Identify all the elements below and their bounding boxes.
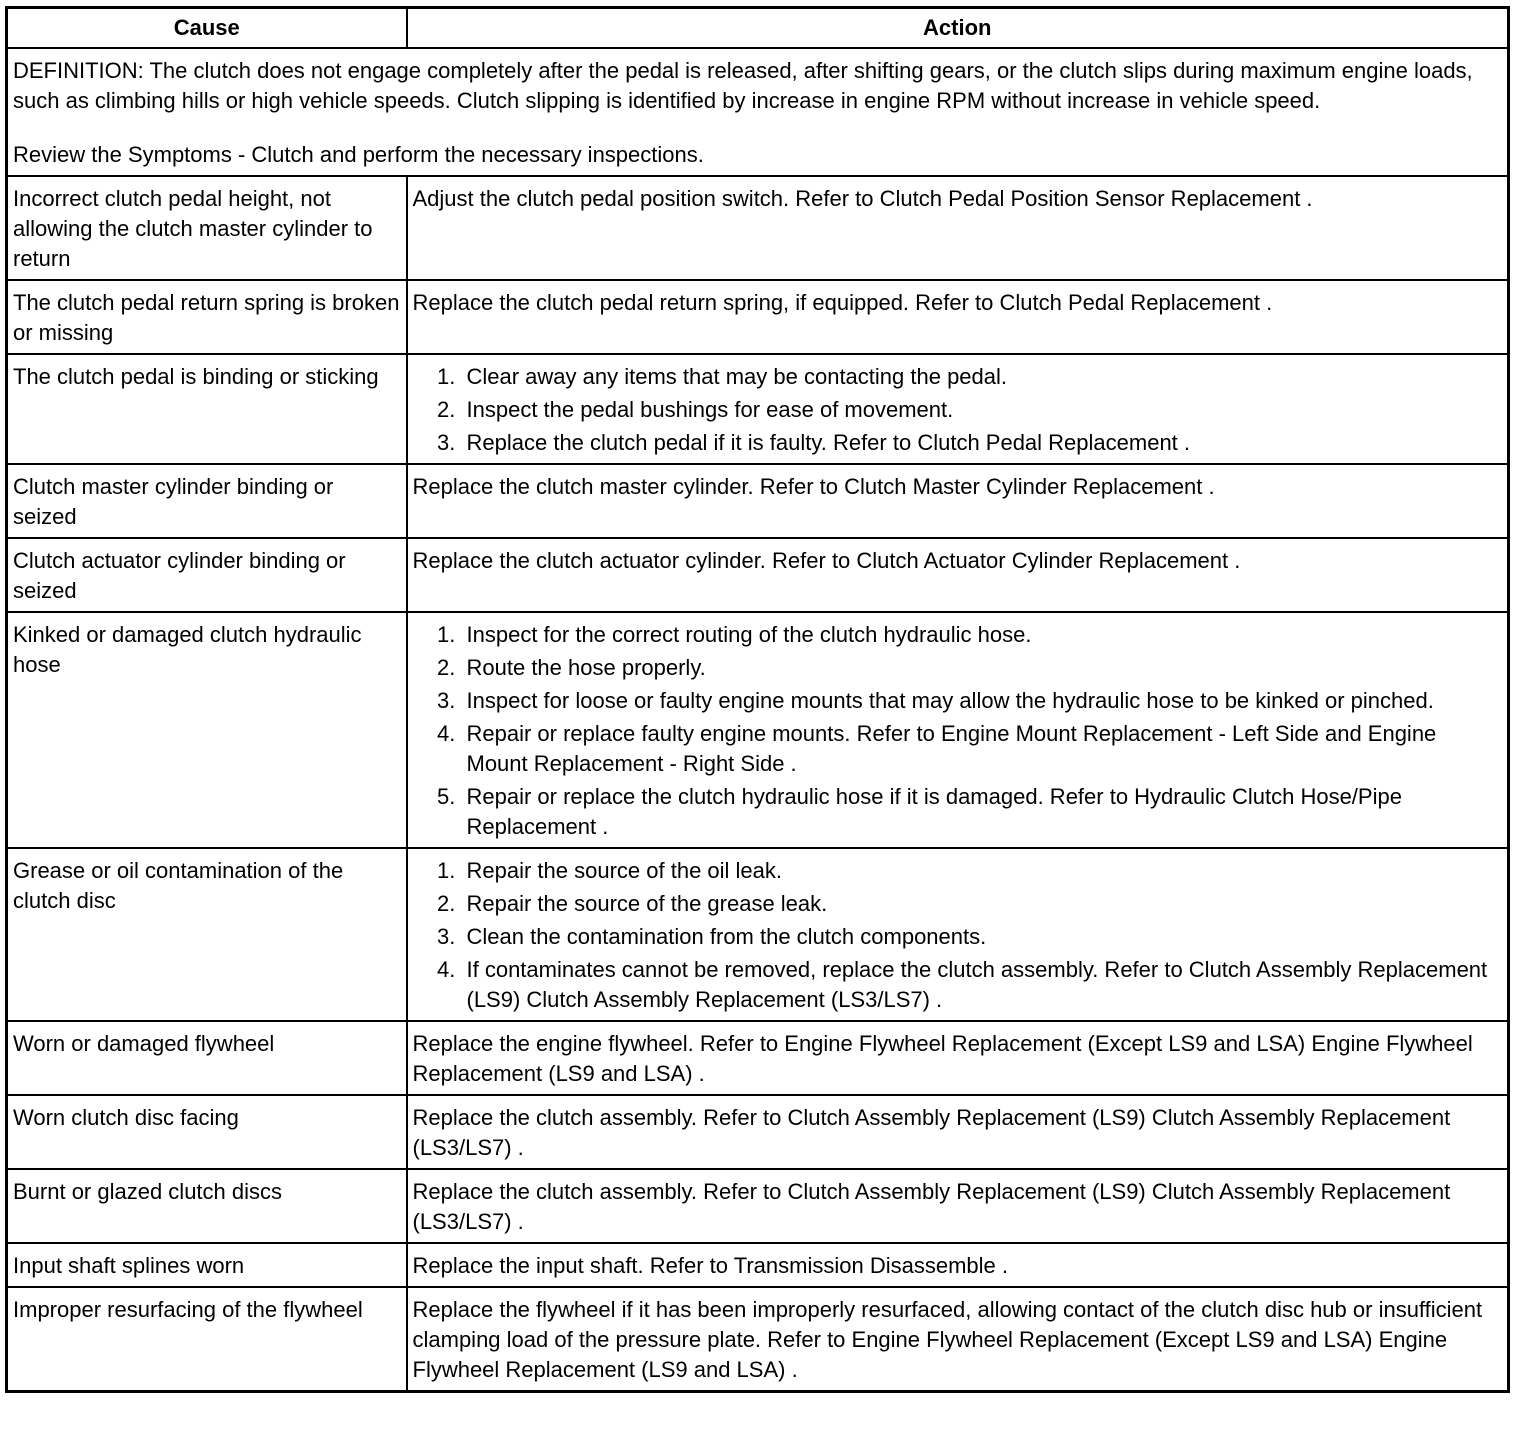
table-row [7, 612, 1509, 848]
cause-cell: Worn or damaged flywheel [7, 1021, 407, 1095]
action-step: 2. Inspect the pedal bushings for ease of movement. [462, 395, 1502, 425]
review-text: Review the Symptoms - Clutch and perform the necessary inspections. [13, 142, 704, 167]
definition-cell [7, 48, 1509, 176]
table-body [7, 48, 1509, 1392]
action-steps-list [413, 856, 1502, 1015]
action-steps-list [413, 362, 1502, 458]
table-row [7, 280, 1509, 354]
cause-cell: Grease or oil contamination of the clutch disc [7, 848, 407, 1021]
cause-cell: Clutch actuator cylinder binding or seized [7, 538, 407, 612]
cause-cell: Kinked or damaged clutch hydraulic hose [7, 612, 407, 848]
table-row [7, 1021, 1509, 1095]
table-row [7, 1095, 1509, 1169]
action-cell [407, 354, 1509, 464]
cause-cell: Burnt or glazed clutch discs [7, 1169, 407, 1243]
cause-header: Cause [7, 8, 407, 49]
table-row [7, 538, 1509, 612]
action-step: 4. Repair or replace faulty engine mounts. Refer to Engine Mount Replacement - Left Side and Engine Mount Replacement - Right Side . [462, 719, 1502, 779]
diagnostic-table [5, 6, 1510, 1393]
cause-cell: Input shaft splines worn [7, 1243, 407, 1287]
table-row [7, 1243, 1509, 1287]
definition-text: DEFINITION: The clutch does not engage completely after the pedal is released, after shifting gears, or the clutch slips during maximum engine loads, such as climbing hills or high vehicle speeds. Clutch slipping is identified by increase in engine RPM without increase in vehicle speed. [13, 58, 1473, 113]
action-cell [407, 612, 1509, 848]
action-cell: Replace the clutch assembly. Refer to Clutch Assembly Replacement (LS9) Clutch Assembly Replacement (LS3/LS7) . [407, 1095, 1509, 1169]
action-step: 1. Inspect for the correct routing of the clutch hydraulic hose. [462, 620, 1502, 650]
table-row [7, 848, 1509, 1021]
cause-cell: Worn clutch disc facing [7, 1095, 407, 1169]
action-step: 3. Clean the contamination from the clutch components. [462, 922, 1502, 952]
action-steps-list [413, 620, 1502, 842]
action-cell: Replace the clutch master cylinder. Refer to Clutch Master Cylinder Replacement . [407, 464, 1509, 538]
action-cell: Replace the clutch assembly. Refer to Clutch Assembly Replacement (LS9) Clutch Assembly Replacement (LS3/LS7) . [407, 1169, 1509, 1243]
action-step: 3. Inspect for loose or faulty engine mounts that may allow the hydraulic hose to be kinked or pinched. [462, 686, 1502, 716]
action-cell: Replace the flywheel if it has been improperly resurfaced, allowing contact of the clutch disc hub or insufficient clamping load of the pressure plate. Refer to Engine Flywheel Replacement (Except LS9 and LSA) Engine Flywheel Replacement (LS9 and LSA) . [407, 1287, 1509, 1392]
action-step: 3. Replace the clutch pedal if it is faulty. Refer to Clutch Pedal Replacement . [462, 428, 1502, 458]
header-row [7, 8, 1509, 49]
action-cell: Replace the engine flywheel. Refer to Engine Flywheel Replacement (Except LS9 and LSA) Engine Flywheel Replacement (LS9 and LSA) . [407, 1021, 1509, 1095]
table-row [7, 354, 1509, 464]
definition-row [7, 48, 1509, 176]
cause-cell: The clutch pedal is binding or sticking [7, 354, 407, 464]
action-cell: Replace the input shaft. Refer to Transmission Disassemble . [407, 1243, 1509, 1287]
cause-cell: Incorrect clutch pedal height, not allowing the clutch master cylinder to return [7, 176, 407, 280]
cause-cell: The clutch pedal return spring is broken or missing [7, 280, 407, 354]
action-cell: Adjust the clutch pedal position switch. Refer to Clutch Pedal Position Sensor Replacement . [407, 176, 1509, 280]
action-cell [407, 848, 1509, 1021]
action-header: Action [407, 8, 1509, 49]
action-step: 4. If contaminates cannot be removed, replace the clutch assembly. Refer to Clutch Assembly Replacement (LS9) Clutch Assembly Replacement (LS3/LS7) . [462, 955, 1502, 1015]
action-step: 2. Route the hose properly. [462, 653, 1502, 683]
action-step: 2. Repair the source of the grease leak. [462, 889, 1502, 919]
cause-cell: Clutch master cylinder binding or seized [7, 464, 407, 538]
table-row [7, 464, 1509, 538]
action-step: 1. Repair the source of the oil leak. [462, 856, 1502, 886]
action-cell: Replace the clutch actuator cylinder. Refer to Clutch Actuator Cylinder Replacement . [407, 538, 1509, 612]
table-row [7, 1287, 1509, 1392]
action-cell: Replace the clutch pedal return spring, if equipped. Refer to Clutch Pedal Replacement . [407, 280, 1509, 354]
cause-cell: Improper resurfacing of the flywheel [7, 1287, 407, 1392]
action-step: 5. Repair or replace the clutch hydraulic hose if it is damaged. Refer to Hydraulic Clutch Hose/Pipe Replacement . [462, 782, 1502, 842]
table-row [7, 1169, 1509, 1243]
action-step: 1. Clear away any items that may be contacting the pedal. [462, 362, 1502, 392]
table-row [7, 176, 1509, 280]
